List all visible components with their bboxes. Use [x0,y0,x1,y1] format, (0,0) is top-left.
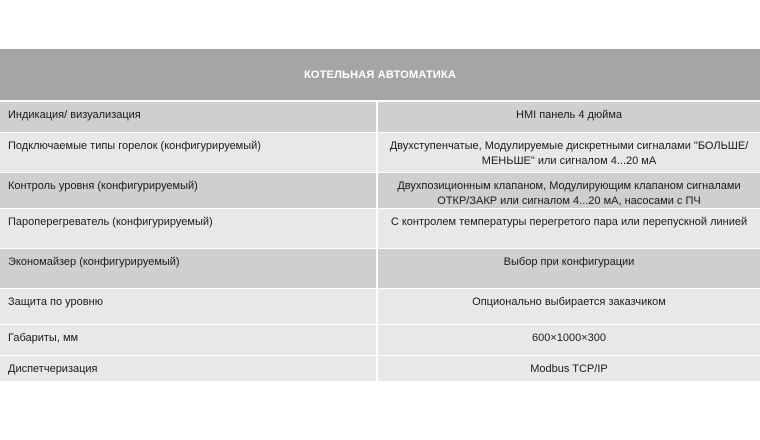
table-row [0,325,760,356]
table-row [0,209,760,249]
row-label: Подключаемые типы горелок (конфигурируемый) [0,133,378,172]
row-value: Выбор при конфигурации [503,256,635,268]
row-label: Габариты, мм [0,325,378,355]
row-value: Modbus TCP/IP [530,363,608,375]
spec-table [0,49,760,382]
row-label: Экономайзер (конфигурируемый) [0,249,378,288]
table-row [0,173,760,209]
row-value: HMI панель 4 дюйма [516,109,622,121]
row-label: Диспетчеризация [0,356,378,381]
row-value: Опционально выбирается заказчиком [472,296,666,308]
table-row [0,289,760,325]
table-row [0,102,760,133]
row-value: С контролем температуры перегретого пара или перепускной линией [390,216,748,228]
row-label: Индикация/ визуализация [0,102,378,132]
table-row [0,356,760,382]
table-row [0,133,760,173]
row-value: Двухступенчатые, Модулируемые дискретными сигналами "БОЛЬШЕ/МЕНЬШЕ" или сигналом 4...20 мА [389,140,749,167]
row-value: Двухпозиционным клапаном, Модулирующим клапаном сигналами ОТКР/ЗАКР или сигналом 4...20 мА, насосами с ПЧ [397,180,741,207]
table-row [0,249,760,289]
row-label: Пароперегреватель (конфигурируемый) [0,209,378,248]
row-label: Контроль уровня (конфигурируемый) [0,173,378,208]
table-title: КОТЕЛЬНАЯ АВТОМАТИКА [0,49,760,102]
row-label: Защита по уровню [0,289,378,324]
row-value: 600×1000×300 [531,332,607,344]
